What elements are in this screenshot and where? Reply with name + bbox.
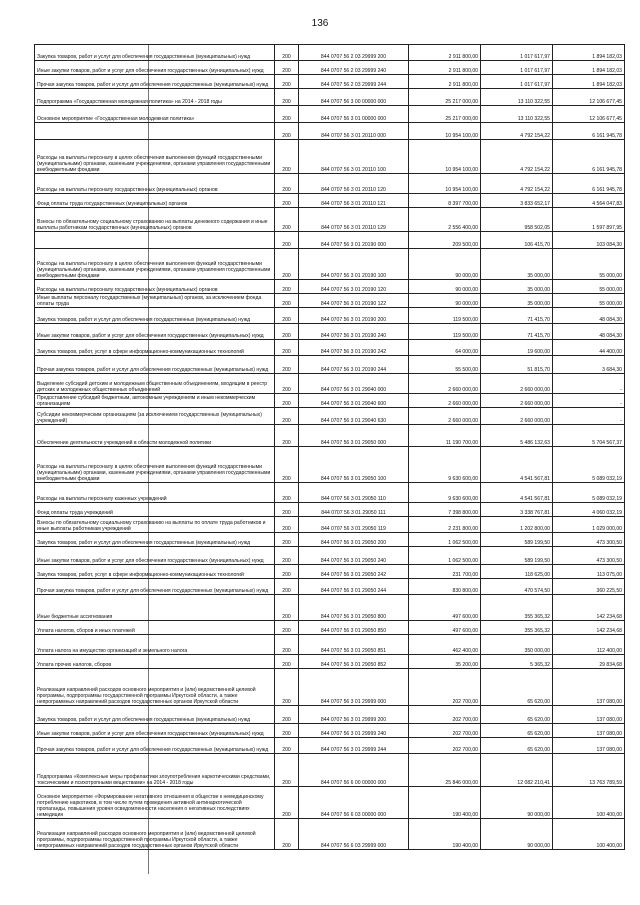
row-executed: 1 017 617,97 xyxy=(481,61,553,75)
table-row xyxy=(35,579,625,595)
row-approved: 10 954 100,00 xyxy=(409,140,481,174)
row-grbs: 200 xyxy=(275,140,299,174)
row-grbs: 200 xyxy=(275,340,299,356)
row-code: 844 0707 56 3 01 20190 200 xyxy=(299,308,409,324)
row-remainder: 12 106 677,45 xyxy=(553,89,625,106)
table-row xyxy=(35,294,625,308)
row-code: 844 0707 56 3 01 20190 242 xyxy=(299,340,409,356)
table-row xyxy=(35,635,625,655)
row-grbs: 200 xyxy=(275,621,299,635)
table-row xyxy=(35,724,625,738)
row-approved: 497 600,00 xyxy=(409,621,481,635)
row-grbs: 200 xyxy=(275,565,299,579)
row-executed: 4 792 154,22 xyxy=(481,140,553,174)
row-name: Иные закупки товаров, работ и услуг для обеспечения государственных (муниципальных) нужд xyxy=(35,324,275,340)
row-code: 844 0707 56 3 01 29040 000 xyxy=(299,374,409,394)
row-grbs: 200 xyxy=(275,724,299,738)
table-row xyxy=(35,425,625,447)
row-remainder: 55 000,00 xyxy=(553,249,625,280)
row-grbs: 200 xyxy=(275,706,299,724)
row-name: Взносы по обязательному социальному страхованию на выплаты по оплате труда работников и иные выплаты работникам учреждений xyxy=(35,517,275,533)
row-grbs: 200 xyxy=(275,75,299,89)
row-grbs: 200 xyxy=(275,655,299,669)
row-grbs: 200 xyxy=(275,738,299,754)
table-row xyxy=(35,547,625,565)
table-row xyxy=(35,308,625,324)
row-code: 844 0707 56 2 03 29999 240 xyxy=(299,61,409,75)
row-approved: 10 954 100,00 xyxy=(409,174,481,194)
row-name: Обеспечение деятельности учреждений в области молодежной политики xyxy=(35,425,275,447)
table-row xyxy=(35,324,625,340)
row-remainder: 137 080,00 xyxy=(553,724,625,738)
row-remainder: 6 161 945,78 xyxy=(553,174,625,194)
row-code: 844 0707 56 3 01 29050 111 xyxy=(299,503,409,517)
table-row xyxy=(35,819,625,850)
row-grbs: 200 xyxy=(275,249,299,280)
row-grbs: 200 xyxy=(275,123,299,140)
row-approved: 8 397 700,00 xyxy=(409,194,481,208)
row-name: Расходы на выплаты персоналу в целях обеспечения выполнения функций государственными (муниципальными) органами, казенными учреждениями, органами управления государственными внебюджетными фондами xyxy=(35,249,275,280)
row-grbs: 200 xyxy=(275,595,299,621)
row-grbs: 200 xyxy=(275,208,299,232)
row-name: Реализация направлений расходов основного мероприятия и (или) ведомственной целевой программы, подпрограммы государственной программы Иркутской области, а также непрограммных направлений расходов государственных органов Иркутской области xyxy=(35,669,275,706)
row-grbs: 200 xyxy=(275,45,299,61)
row-executed: 71 415,70 xyxy=(481,324,553,340)
table-row xyxy=(35,706,625,724)
row-executed: 4 792 154,22 xyxy=(481,174,553,194)
table-row xyxy=(35,61,625,75)
row-approved: 2 911 800,00 xyxy=(409,61,481,75)
row-remainder: 473 300,50 xyxy=(553,547,625,565)
row-remainder: 55 000,00 xyxy=(553,280,625,294)
row-name: Фонд оплаты труда государственных (муниципальных) органов xyxy=(35,194,275,208)
row-remainder: 100 400,00 xyxy=(553,787,625,819)
row-name: Прочая закупка товаров, работ и услуг для обеспечения государственных (муниципальных) нужд xyxy=(35,738,275,754)
row-grbs: 200 xyxy=(275,374,299,394)
row-executed: 118 625,00 xyxy=(481,565,553,579)
row-name: Реализация направлений расходов основного мероприятия и (или) ведомственной целевой программы, подпрограммы государственной программы Иркутской области, а также непрограммных направлений расходов государственных органов Иркутской области xyxy=(35,819,275,850)
row-remainder: 1 894 182,03 xyxy=(553,75,625,89)
table-row xyxy=(35,787,625,819)
row-name: Взносы по обязательному социальному страхованию на выплаты денежного содержания и иные выплаты работникам государственных (муниципальных) органов xyxy=(35,208,275,232)
row-remainder: 5 089 032,19 xyxy=(553,447,625,483)
table-row xyxy=(35,194,625,208)
row-name: Субсидии некоммерческим организациям (за исключением государственных (муниципальных) учреждений) xyxy=(35,408,275,425)
row-executed: 65 620,00 xyxy=(481,706,553,724)
row-code: 844 0707 56 2 03 29999 244 xyxy=(299,75,409,89)
row-approved: 2 231 800,00 xyxy=(409,517,481,533)
row-executed: 35 000,00 xyxy=(481,249,553,280)
row-approved: 202 700,00 xyxy=(409,724,481,738)
row-approved: 1 062 500,00 xyxy=(409,547,481,565)
row-executed: 4 541 567,81 xyxy=(481,447,553,483)
row-approved: 231 700,00 xyxy=(409,565,481,579)
row-grbs: 200 xyxy=(275,669,299,706)
table-row xyxy=(35,483,625,503)
row-remainder: 137 080,00 xyxy=(553,669,625,706)
row-approved: 2 660 000,00 xyxy=(409,374,481,394)
row-executed: 35 000,00 xyxy=(481,294,553,308)
row-remainder: 1 894 182,03 xyxy=(553,45,625,61)
row-grbs: 200 xyxy=(275,280,299,294)
row-remainder: 12 106 677,45 xyxy=(553,106,625,123)
row-remainder: 6 161 945,78 xyxy=(553,140,625,174)
row-approved: 119 500,00 xyxy=(409,324,481,340)
row-remainder: 5 089 032,19 xyxy=(553,483,625,503)
row-remainder: 1 597 897,95 xyxy=(553,208,625,232)
table-row xyxy=(35,45,625,61)
row-name: Предоставление субсидий бюджетным, автономным учреждениям и иным некоммерческим организациям xyxy=(35,394,275,408)
row-code: 844 0707 56 3 01 20110 129 xyxy=(299,208,409,232)
table-row xyxy=(35,123,625,140)
row-executed: 13 110 322,55 xyxy=(481,89,553,106)
row-approved: 9 630 600,00 xyxy=(409,447,481,483)
row-approved: 2 660 000,00 xyxy=(409,408,481,425)
row-remainder: 142 234,68 xyxy=(553,621,625,635)
row-code: 844 0707 56 3 01 20190 240 xyxy=(299,324,409,340)
row-executed: 1 017 617,97 xyxy=(481,45,553,61)
row-code: 844 0707 56 6 00 00000 000 xyxy=(299,754,409,787)
row-grbs: 200 xyxy=(275,547,299,565)
table-row xyxy=(35,340,625,356)
row-grbs: 200 xyxy=(275,579,299,595)
row-approved: 90 000,00 xyxy=(409,294,481,308)
row-approved: 119 500,00 xyxy=(409,308,481,324)
row-executed: 470 574,50 xyxy=(481,579,553,595)
row-approved: 64 000,00 xyxy=(409,340,481,356)
row-executed: 51 815,70 xyxy=(481,356,553,374)
row-name: Прочая закупка товаров, работ и услуг для обеспечения государственных (муниципальных) нужд xyxy=(35,579,275,595)
row-name: Расходы на выплаты персоналу государственных (муниципальных) органов xyxy=(35,174,275,194)
row-approved: 25 217 000,00 xyxy=(409,89,481,106)
row-code: 844 0707 56 3 01 29050 244 xyxy=(299,579,409,595)
row-name: Прочая закупка товаров, работ и услуг для обеспечения государственных (муниципальных) нужд xyxy=(35,75,275,89)
row-executed: 5 486 132,63 xyxy=(481,425,553,447)
table-row xyxy=(35,232,625,249)
table-row xyxy=(35,394,625,408)
row-executed: 1 202 800,00 xyxy=(481,517,553,533)
row-executed: 65 620,00 xyxy=(481,669,553,706)
row-name: Уплата прочих налогов, сборов xyxy=(35,655,275,669)
row-grbs: 200 xyxy=(275,106,299,123)
row-code: 844 0707 56 3 01 29050 800 xyxy=(299,595,409,621)
row-grbs: 200 xyxy=(275,787,299,819)
row-code: 844 0707 56 6 03 29999 000 xyxy=(299,819,409,850)
row-code: 844 0707 56 3 01 29999 000 xyxy=(299,669,409,706)
row-name: Закупка товаров, работ и услуг для обеспечения государственных (муниципальных) нужд xyxy=(35,45,275,61)
row-grbs: 200 xyxy=(275,447,299,483)
row-code: 844 0707 56 3 01 29050 000 xyxy=(299,425,409,447)
row-approved: 90 000,00 xyxy=(409,249,481,280)
row-executed: 958 502,05 xyxy=(481,208,553,232)
row-remainder: 3 684,30 xyxy=(553,356,625,374)
row-remainder: 137 080,00 xyxy=(553,738,625,754)
table-row xyxy=(35,621,625,635)
row-grbs: 200 xyxy=(275,425,299,447)
row-code: 844 0707 56 2 03 29999 200 xyxy=(299,45,409,61)
row-remainder: 13 763 789,59 xyxy=(553,754,625,787)
row-code: 844 0707 56 3 01 29050 851 xyxy=(299,635,409,655)
table-row xyxy=(35,447,625,483)
row-executed: 12 082 210,41 xyxy=(481,754,553,787)
row-code: 844 0707 56 3 01 29050 850 xyxy=(299,621,409,635)
row-executed: 2 660 000,00 xyxy=(481,394,553,408)
row-remainder: 6 161 945,78 xyxy=(553,123,625,140)
row-name: Уплата налога на имущество организаций и земельного налога xyxy=(35,635,275,655)
row-approved: 462 400,00 xyxy=(409,635,481,655)
row-code: 844 0707 56 3 01 20110 120 xyxy=(299,174,409,194)
row-grbs: 200 xyxy=(275,483,299,503)
row-approved: 2 911 800,00 xyxy=(409,45,481,61)
row-grbs: 200 xyxy=(275,194,299,208)
table-row xyxy=(35,738,625,754)
row-name xyxy=(35,123,275,140)
row-approved: 190 400,00 xyxy=(409,787,481,819)
table-row xyxy=(35,754,625,787)
row-executed: 19 600,00 xyxy=(481,340,553,356)
row-remainder: 4 060 032,19 xyxy=(553,503,625,517)
row-name: Основное мероприятие «Государственная молодежная политика» xyxy=(35,106,275,123)
table-row xyxy=(35,280,625,294)
row-name: Закупка товаров, работ и услуг для обеспечения государственных (муниципальных) нужд xyxy=(35,706,275,724)
row-executed: 65 620,00 xyxy=(481,738,553,754)
row-remainder: 1 894 182,03 xyxy=(553,61,625,75)
row-remainder: 112 400,00 xyxy=(553,635,625,655)
row-code: 844 0707 56 6 03 00000 000 xyxy=(299,787,409,819)
row-executed: 71 415,70 xyxy=(481,308,553,324)
row-grbs: 200 xyxy=(275,408,299,425)
row-remainder: 100 400,00 xyxy=(553,819,625,850)
row-code: 844 0707 56 3 01 20190 000 xyxy=(299,232,409,249)
row-approved: 1 062 500,00 xyxy=(409,533,481,547)
row-name: Подпрограмма «Комплексные меры профилактики злоупотребления наркотическими средствами, токсическими и психотропными веществами» на 2014 - 2018 годы xyxy=(35,754,275,787)
row-name: Расходы на выплаты персоналу казенных учреждений xyxy=(35,483,275,503)
row-code: 844 0707 56 3 01 29050 242 xyxy=(299,565,409,579)
row-name: Иные закупки товаров, работ и услуг для обеспечения государственных (муниципальных) нужд xyxy=(35,547,275,565)
row-approved: 497 600,00 xyxy=(409,595,481,621)
row-executed: 2 660 000,00 xyxy=(481,408,553,425)
row-remainder: 103 084,30 xyxy=(553,232,625,249)
row-remainder: 48 084,30 xyxy=(553,308,625,324)
row-grbs: 200 xyxy=(275,517,299,533)
table-row xyxy=(35,249,625,280)
row-executed: 355 365,32 xyxy=(481,621,553,635)
row-executed: 589 199,50 xyxy=(481,547,553,565)
table-row xyxy=(35,655,625,669)
row-code: 844 0707 56 3 01 20190 122 xyxy=(299,294,409,308)
row-approved: 830 800,00 xyxy=(409,579,481,595)
row-executed: 3 833 652,17 xyxy=(481,194,553,208)
row-grbs: 200 xyxy=(275,635,299,655)
row-name: Выделение субсидий детским и молодежным общественным объединениям, входящим в реестр детских и молодежных общественных объединений xyxy=(35,374,275,394)
row-approved: 202 700,00 xyxy=(409,738,481,754)
row-remainder: 473 300,50 xyxy=(553,533,625,547)
row-code: 844 0707 56 3 01 20110 100 xyxy=(299,140,409,174)
table-row xyxy=(35,595,625,621)
table-row xyxy=(35,503,625,517)
row-name: Закупка товаров, работ, услуг в сфере информационно-коммуникационных технологий xyxy=(35,565,275,579)
row-executed: 4 792 154,22 xyxy=(481,123,553,140)
row-remainder: 137 080,00 xyxy=(553,706,625,724)
budget-table xyxy=(34,44,625,850)
row-approved: 2 911 800,00 xyxy=(409,75,481,89)
row-code: 844 0707 56 3 01 29050 110 xyxy=(299,483,409,503)
table-row xyxy=(35,208,625,232)
table-row xyxy=(35,106,625,123)
row-remainder: 4 564 047,83 xyxy=(553,194,625,208)
row-grbs: 200 xyxy=(275,294,299,308)
row-approved: 90 000,00 xyxy=(409,280,481,294)
row-approved: 10 954 100,00 xyxy=(409,123,481,140)
table-row xyxy=(35,533,625,547)
row-remainder: 29 834,68 xyxy=(553,655,625,669)
table-row xyxy=(35,174,625,194)
row-executed: 35 000,00 xyxy=(481,280,553,294)
row-remainder: 44 400,00 xyxy=(553,340,625,356)
row-grbs: 200 xyxy=(275,356,299,374)
row-code: 844 0707 56 3 01 29050 119 xyxy=(299,517,409,533)
row-code: 844 0707 56 3 01 29050 200 xyxy=(299,533,409,547)
row-executed: 90 000,00 xyxy=(481,819,553,850)
row-remainder: 113 075,00 xyxy=(553,565,625,579)
row-executed: 4 541 567,81 xyxy=(481,483,553,503)
row-executed: 355 365,32 xyxy=(481,595,553,621)
row-grbs: 200 xyxy=(275,819,299,850)
row-code: 844 0707 56 3 01 20110 000 xyxy=(299,123,409,140)
row-approved: 25 217 000,00 xyxy=(409,106,481,123)
row-approved: 11 190 700,00 xyxy=(409,425,481,447)
row-executed: 5 365,32 xyxy=(481,655,553,669)
row-code: 844 0707 56 3 01 00000 000 xyxy=(299,106,409,123)
row-remainder: - xyxy=(553,408,625,425)
row-approved: 9 630 600,00 xyxy=(409,483,481,503)
row-approved: 2 660 000,00 xyxy=(409,394,481,408)
row-code: 844 0707 56 3 01 29999 240 xyxy=(299,724,409,738)
row-executed: 589 199,50 xyxy=(481,533,553,547)
row-approved: 202 700,00 xyxy=(409,706,481,724)
row-approved: 7 398 800,00 xyxy=(409,503,481,517)
row-code: 844 0707 56 3 01 20190 244 xyxy=(299,356,409,374)
table-row xyxy=(35,89,625,106)
row-code: 844 0707 56 3 01 29050 852 xyxy=(299,655,409,669)
row-executed: 106 415,70 xyxy=(481,232,553,249)
row-approved: 25 846 000,00 xyxy=(409,754,481,787)
table-row xyxy=(35,356,625,374)
row-name: Основное мероприятие «Формирование негативного отношения в обществе к немедицинскому потреблению наркотиков, в том числе путем проведения активной антинаркотической пропаганды, повышения уровня осведомленности населения о негативных последствиях немедицин xyxy=(35,787,275,819)
row-remainder: 360 225,50 xyxy=(553,579,625,595)
row-code: 844 0707 56 3 01 29999 244 xyxy=(299,738,409,754)
row-name: Подпрограмма «Государственная молодежная политика» на 2014 - 2018 годы xyxy=(35,89,275,106)
row-grbs: 200 xyxy=(275,324,299,340)
row-grbs: 200 xyxy=(275,503,299,517)
row-grbs: 200 xyxy=(275,89,299,106)
row-code: 844 0707 56 3 01 29050 240 xyxy=(299,547,409,565)
row-grbs: 200 xyxy=(275,308,299,324)
row-code: 844 0707 56 3 00 00000 000 xyxy=(299,89,409,106)
row-remainder: 5 704 567,37 xyxy=(553,425,625,447)
row-approved: 209 500,00 xyxy=(409,232,481,249)
row-remainder: 55 000,00 xyxy=(553,294,625,308)
row-name: Иные закупки товаров, работ и услуг для обеспечения государственных (муниципальных) нужд xyxy=(35,61,275,75)
row-name: Прочая закупка товаров, работ и услуг для обеспечения государственных (муниципальных) нужд xyxy=(35,356,275,374)
row-approved: 202 700,00 xyxy=(409,669,481,706)
row-name: Расходы на выплаты персоналу в целях обеспечения выполнения функций государственными (муниципальными) органами, казенными учреждениями, органами управления государственными внебюджетными фондами xyxy=(35,447,275,483)
row-name xyxy=(35,232,275,249)
table-row xyxy=(35,408,625,425)
row-executed: 3 338 767,81 xyxy=(481,503,553,517)
row-grbs: 200 xyxy=(275,232,299,249)
table-row xyxy=(35,517,625,533)
page-number: 136 xyxy=(311,18,329,29)
row-code: 844 0707 56 3 01 29040 600 xyxy=(299,394,409,408)
table-row xyxy=(35,565,625,579)
row-executed: 90 000,00 xyxy=(481,787,553,819)
row-grbs: 200 xyxy=(275,61,299,75)
row-remainder: 48 084,30 xyxy=(553,324,625,340)
row-name: Закупка товаров, работ и услуг для обеспечения государственных (муниципальных) нужд xyxy=(35,308,275,324)
row-grbs: 200 xyxy=(275,174,299,194)
row-code: 844 0707 56 3 01 20110 121 xyxy=(299,194,409,208)
row-name: Фонд оплаты труда учреждений xyxy=(35,503,275,517)
table-row xyxy=(35,75,625,89)
row-code: 844 0707 56 3 01 29040 630 xyxy=(299,408,409,425)
row-name: Закупка товаров, работ и услуг для обеспечения государственных (муниципальных) нужд xyxy=(35,533,275,547)
row-code: 844 0707 56 3 01 29999 200 xyxy=(299,706,409,724)
row-code: 844 0707 56 3 01 29050 100 xyxy=(299,447,409,483)
row-name: Иные бюджетные ассигнования xyxy=(35,595,275,621)
table-row xyxy=(35,374,625,394)
row-code: 844 0707 56 3 01 20190 120 xyxy=(299,280,409,294)
row-executed: 13 110 322,55 xyxy=(481,106,553,123)
row-executed: 1 017 617,97 xyxy=(481,75,553,89)
row-grbs: 200 xyxy=(275,754,299,787)
row-approved: 35 200,00 xyxy=(409,655,481,669)
row-grbs: 200 xyxy=(275,533,299,547)
row-name: Уплата налогов, сборов и иных платежей xyxy=(35,621,275,635)
row-remainder: - xyxy=(553,374,625,394)
row-grbs: 200 xyxy=(275,394,299,408)
row-executed: 65 620,00 xyxy=(481,724,553,738)
row-remainder: 1 029 000,00 xyxy=(553,517,625,533)
row-name: Расходы на выплаты персоналу в целях обеспечения выполнения функций государственными (муниципальными) органами, казенными учреждениями, органами управления государственными внебюджетными фондами xyxy=(35,140,275,174)
row-name: Закупка товаров, работ, услуг в сфере информационно-коммуникационных технологий xyxy=(35,340,275,356)
row-executed: 2 660 000,00 xyxy=(481,374,553,394)
row-remainder: 142 234,68 xyxy=(553,595,625,621)
table-row xyxy=(35,669,625,706)
row-approved: 55 500,00 xyxy=(409,356,481,374)
row-name: Расходы на выплаты персоналу государственных (муниципальных) органов xyxy=(35,280,275,294)
row-remainder: - xyxy=(553,394,625,408)
row-executed: 350 000,00 xyxy=(481,635,553,655)
table-row xyxy=(35,140,625,174)
row-approved: 190 400,00 xyxy=(409,819,481,850)
row-name: Иные закупки товаров, работ и услуг для обеспечения государственных (муниципальных) нужд xyxy=(35,724,275,738)
row-approved: 2 556 400,00 xyxy=(409,208,481,232)
row-name: Иные выплаты персоналу государственных (муниципальных) органов, за исключением фонда оплаты труда xyxy=(35,294,275,308)
row-code: 844 0707 56 3 01 20190 100 xyxy=(299,249,409,280)
